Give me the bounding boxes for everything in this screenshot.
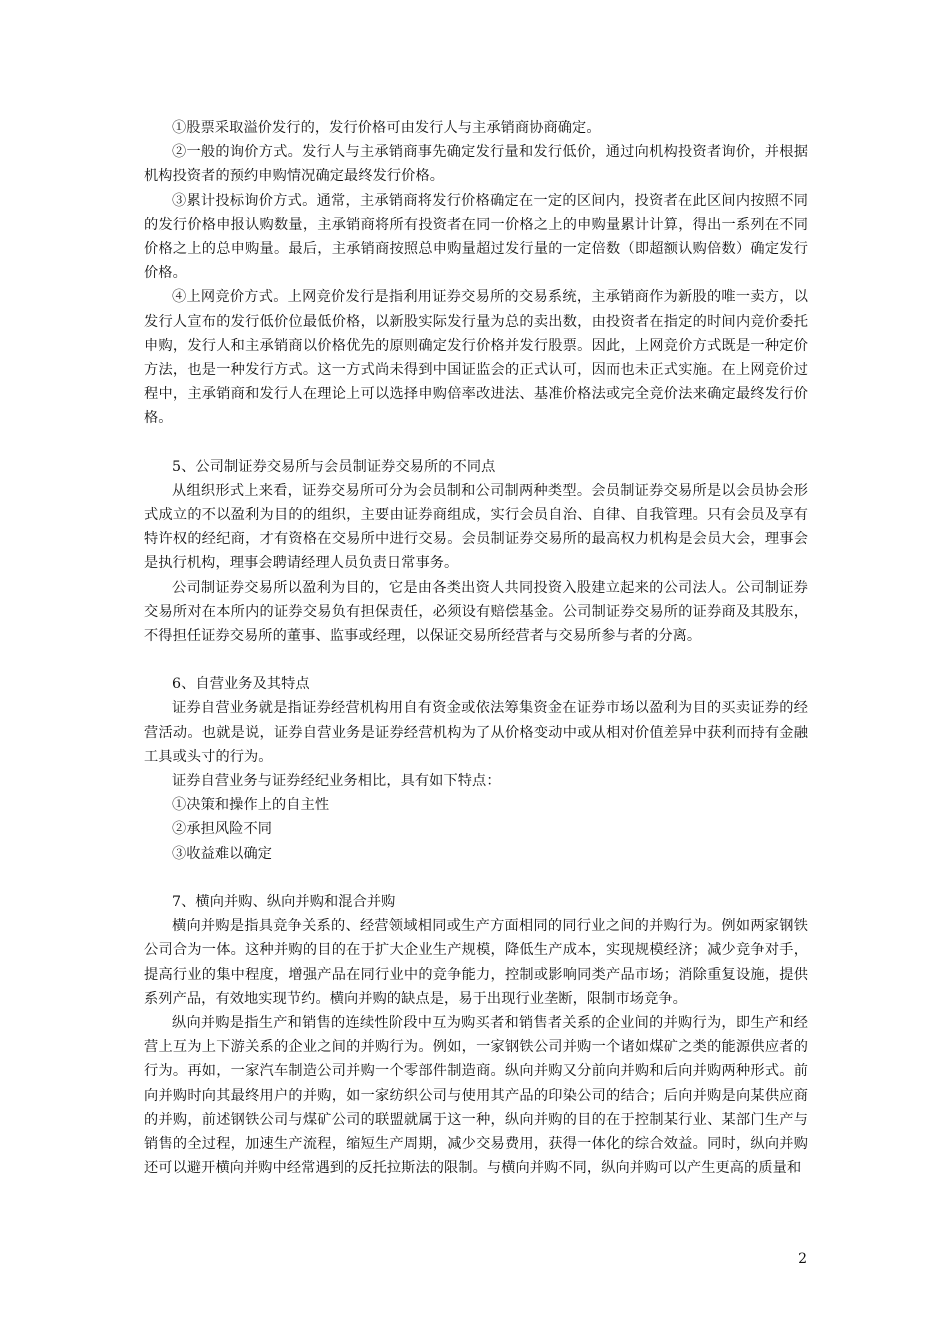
paragraph: 公司制证券交易所以盈利为目的，它是由各类出资人共同投资入股建立起来的公司法人。公司制证券交易所对在本所内的证券交易负有担保责任，必须设有赔偿基金。公司制证券交易所的证券商及其股东，不得担任证券交易所的董事、监事或经理，以保证交易所经营者与交易所参与者的分离。 [144,579,808,645]
paragraph: ③累计投标询价方式。通常，主承销商将发行价格确定在一定的区间内，投资者在此区间内按照不同的发行价格申报认购数量，主承销商将所有投资者在同一价格之上的申购量累计计算，得出一系列在不同价格之上的总申购量。最后，主承销商按照总申购量超过发行量的一定倍数（即超额认购倍数）确定发行价格。 [144,192,808,282]
section-heading: 5、公司制证券交易所与会员制证券交易所的不同点 [172,458,496,475]
list-item: ①决策和操作上的自主性 [172,797,330,814]
paragraph: 横向并购是指具竞争关系的、经营领域相同或生产方面相同的同行业之间的并购行为。例如两家钢铁公司合为一体。这种并购的目的在于扩大企业生产规模，降低生产成本，实现规模经济；减少竞争对手，提高行业的集中程度，增强产品在同行业中的竞争能力，控制或影响同类产品市场；消除重复设施，提供系列产品，有效地实现节约。横向并购的缺点是，易于出现行业垄断，限制市场竞争。 [144,918,808,1007]
section-heading: 7、横向并购、纵向并购和混合并购 [172,893,396,910]
paragraph: 从组织形式上来看，证券交易所可分为会员制和公司制两种类型。会员制证券交易所是以会员协会形式成立的不以盈利为目的的组织，主要由证券商组成，实行会员自治、自律、自我管理。只有会员及享有特许权的经纪商，才有资格在交易所中进行交易。会员制证券交易所的最高权力机构是会员大会，理事会是执行机构，理事会聘请经理人员负责日常事务。 [144,482,808,572]
document-body [144,116,808,1180]
paragraph: 证券自营业务与证券经纪业务相比，具有如下特点： [172,773,501,790]
list-item: ③收益难以确定 [172,845,273,862]
paragraph: 纵向并购是指生产和销售的连续性阶段中互为购买者和销售者关系的企业间的并购行为，即生产和经营上互为上下游关系的企业之间的并购行为。例如，一家钢铁公司并购一个诸如煤矿之类的能源供应者的行为。再如，一家汽车制造公司并购一个零部件制造商。纵向并购又分前向并购和后向并购两种形式。前向并购时向其最终用户的并购，如一家纺织公司与使用其产品的印染公司的结合；后向并购是向某供应商的并购，前述钢铁公司与煤矿公司的联盟就属于这一种，纵向并购的目的在于控制某行业、某部门生产与销售的全过程，加速生产流程，缩短生产周期，减少交易费用，获得一体化的综合效益。同时，纵向并购还可以避开横向并购中经常遇到的反托拉斯法的限制。与横向并购不同，纵向并购可以产生更高的质量和 [144,1014,808,1177]
page-number: 2 [798,1251,807,1267]
paragraph: ②一般的询价方式。发行人与主承销商事先确定发行量和发行低价，通过向机构投资者询价，并根据机构投资者的预约申购情况确定最终发行价格。 [144,144,808,185]
section-heading: 6、自营业务及其特点 [172,676,310,693]
paragraph: 证券自营业务就是指证券经营机构用自有资金或依法筹集资金在证券市场以盈利为目的买卖证券的经营活动。也就是说，证券自营业务是证券经营机构为了从价格变动中或从相对价值差异中获利而持有金融工具或头寸的行为。 [144,700,808,765]
paragraph: ④上网竞价方式。上网竞价发行是指利用证券交易所的交易系统，主承销商作为新股的唯一卖方，以发行人宣布的发行低价位最低价格，以新股实际发行量为总的卖出数，由投资者在指定的时间内竞价委托申购，发行人和主承销商以价格优先的原则确定发行价格并发行股票。因此，上网竞价方式既是一种定价方法，也是一种发行方式。这一方式尚未得到中国证监会的正式认可，因而也未正式实施。在上网竞价过程中，主承销商和发行人在理论上可以选择申购倍率改进法、基准价格法或完全竞价法来确定最终发行价格。 [144,289,808,427]
list-item: ②承担风险不同 [172,821,273,838]
paragraph: ①股票采取溢价发行的，发行价格可由发行人与主承销商协商确定。 [172,120,601,136]
